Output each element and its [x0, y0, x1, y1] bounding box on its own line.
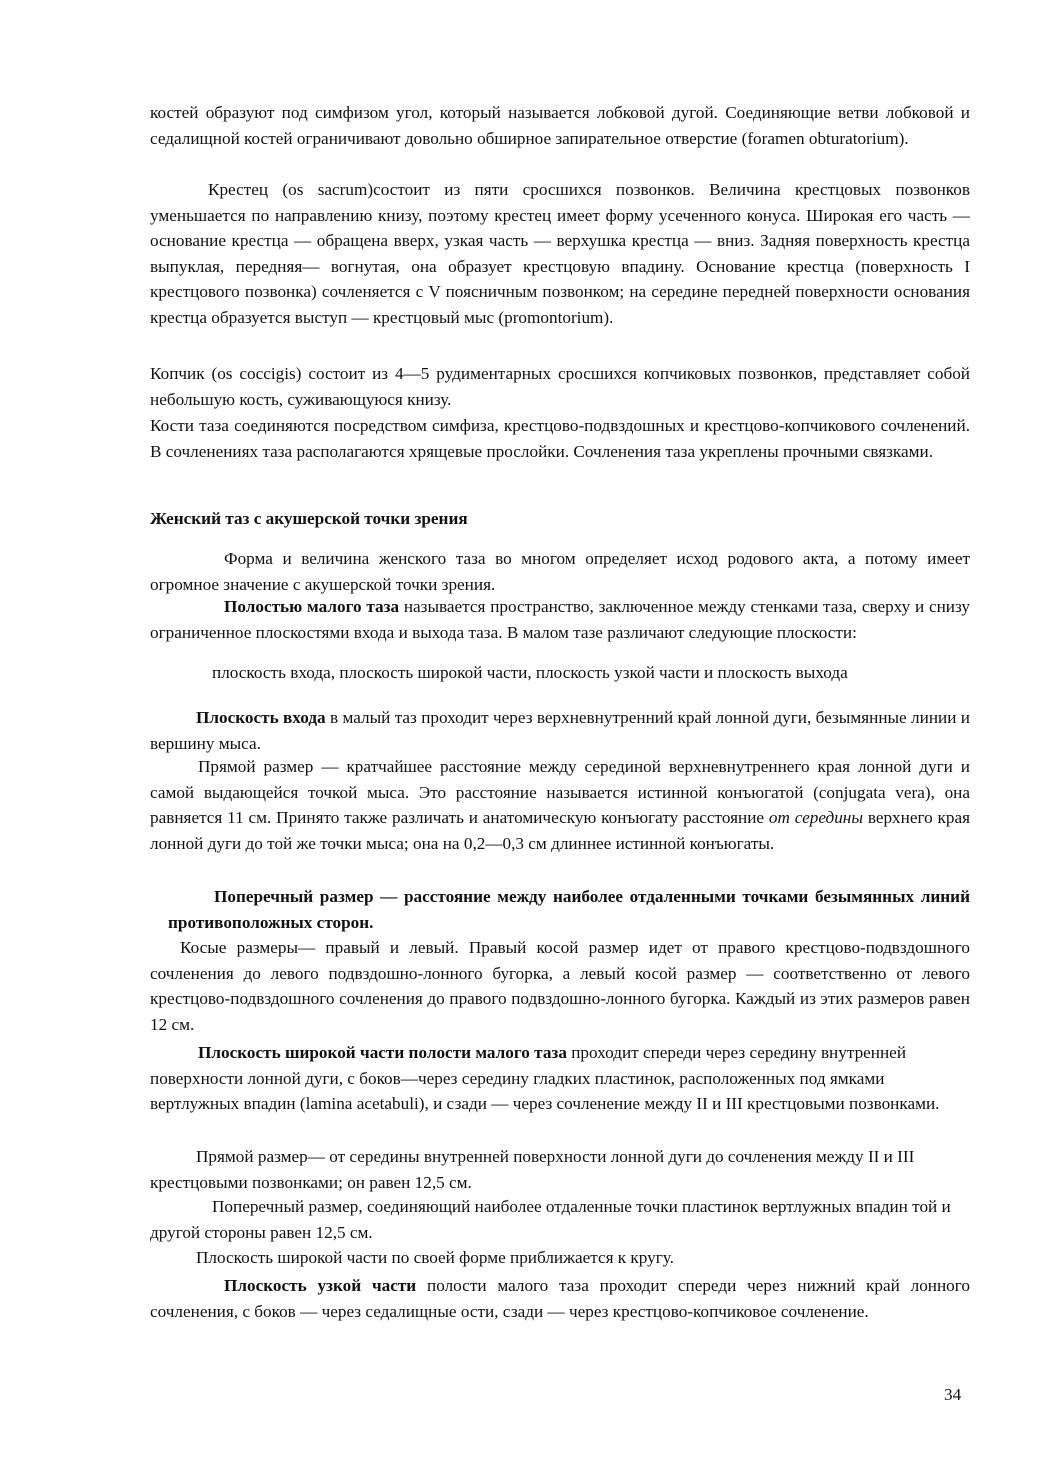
paragraph-pelvic-cavity	[150, 594, 970, 645]
paragraph-direct-size-inlet	[150, 754, 970, 856]
text-wide-plane: проходит спереди через середину внутренней поверхности лонной дуги, с боков—через середину гладких пластинок, расположенных под ямками вертлужных впадин (lamina acetabuli), и сзади — через сочленение между II и III крестцовыми позвонками.	[150, 1043, 940, 1113]
paragraph-wide-plane-shape: Плоскость широкой части по своей форме приближается к кругу.	[196, 1248, 674, 1267]
paragraph-planes-list: плоскость входа, плоскость широкой части, плоскость узкой части и плоскость выхода	[212, 663, 848, 682]
term-narrow-plane: Плоскость узкой части	[224, 1276, 417, 1295]
paragraph-direct-size-wide: Прямой размер— от середины внутренней поверхности лонной дуги до сочленения между II и III крестцовыми позвонками; он равен 12,5 см.	[150, 1147, 915, 1192]
term-inlet-plane: Плоскость входа	[196, 708, 326, 727]
paragraph-female-pelvis-intro: Форма и величина женского таза во многом определяет исход родового акта, а потому имеет огромное значение с акушерской точки зрения.	[150, 549, 970, 594]
paragraph-oblique-sizes: Косые размеры— правый и левый. Правый косой размер идет от правого крестцово-подвздошного сочленения до левого подвздошно-лонного бугорка, а левый косой размер — соответственно от левого крестцово-подвздошного сочленения до правого подвздошно-лонного бугорка. Каждый из этих размеров равен 12 см.	[150, 938, 970, 1034]
paragraph-pelvis-joints: Кости таза соединяются посредством симфиза, крестцово-подвздошных и крестцово-копчикового сочленений. В сочленениях таза располагаются хрящевые прослойки. Сочленения таза укреплены прочными связками.	[150, 416, 970, 461]
page-number: 34	[944, 1385, 962, 1404]
section-heading: Женский таз с акушерской точки зрения	[150, 509, 468, 528]
paragraph-inlet-plane	[150, 705, 970, 756]
text-direct-size-italic: от середины	[768, 808, 863, 827]
paragraph-sacrum: Крестец (os sacrum)состоит из пяти сросшихся позвонков. Величина крестцовых позвонков уменьшается по направлению книзу, поэтому крестец имеет форму усеченного конуса. Широкая его часть — основание крестца — обращена вверх, узкая часть — верхушка крестца — вниз. Задняя поверхность крестца выпуклая, передняя— вогнутая, она образует крестцовую впадину. Основание крестца (поверхность I крестцового позвонка) сочленяется с V поясничным позвонком; на середине передней поверхности основания крестца образуется выступ — крестцовый мыс (promontorium).	[150, 180, 970, 327]
text-direct-size-b: верхнего края лонной дуги до той же точки мыса; она на 0,2—0,3 см длиннее истинной конъюгаты.	[150, 808, 970, 853]
paragraph-transverse-size-wide: Поперечный размер, соединяющий наиболее отдаленные точки пластинок вертлужных впадин той и другой стороны равен 12,5 см.	[150, 1197, 951, 1242]
paragraph-wide-plane	[150, 1040, 970, 1117]
term-pelvic-cavity: Полостью малого таза	[224, 597, 400, 616]
text-inlet-plane: в малый таз проходит через верхневнутренний край лонной дуги, безымянные линии и вершину мыса.	[150, 708, 970, 753]
term-wide-plane: Плоскость широкой части полости малого таза	[198, 1043, 567, 1062]
text-pelvic-cavity: называется пространство, заключенное между стенками таза, сверху и снизу ограниченное плоскостями входа и выхода таза. В малом тазе различают следующие плоскости:	[150, 597, 970, 642]
paragraph-pubic-arch: костей образуют под симфизом угол, который называется лобковой дугой. Соединяющие ветви лобковой и седалищной костей ограничивают довольно обширное запирательное отверстие (foramen obturatorium).	[150, 103, 970, 148]
text-narrow-plane: полости малого таза проходит спереди через нижний край лонного сочленения, с боков — через седалищные ости, сзади — через крестцово-копчиковое сочленение.	[150, 1276, 970, 1321]
paragraph-narrow-plane	[150, 1273, 970, 1324]
paragraph-transverse-size-inlet: Поперечный размер — расстояние между наиболее отдаленными точками безымянных линий противоположных сторон.	[168, 887, 970, 932]
paragraph-coccyx: Копчик (os coccigis) состоит из 4—5 рудиментарных сросшихся копчиковых позвонков, представляет собой небольшую кость, суживающуюся книзу.	[150, 364, 970, 409]
text-direct-size-a: Прямой размер — кратчайшее расстояние между серединой верхневнутреннего края лонной дуги и самой выдающейся точкой мыса. Это расстояние называется истинной конъюгатой (conjugata vera), она равняется 11 см. Принято также различать и анатомическую конъюгату расстояние	[150, 757, 970, 827]
